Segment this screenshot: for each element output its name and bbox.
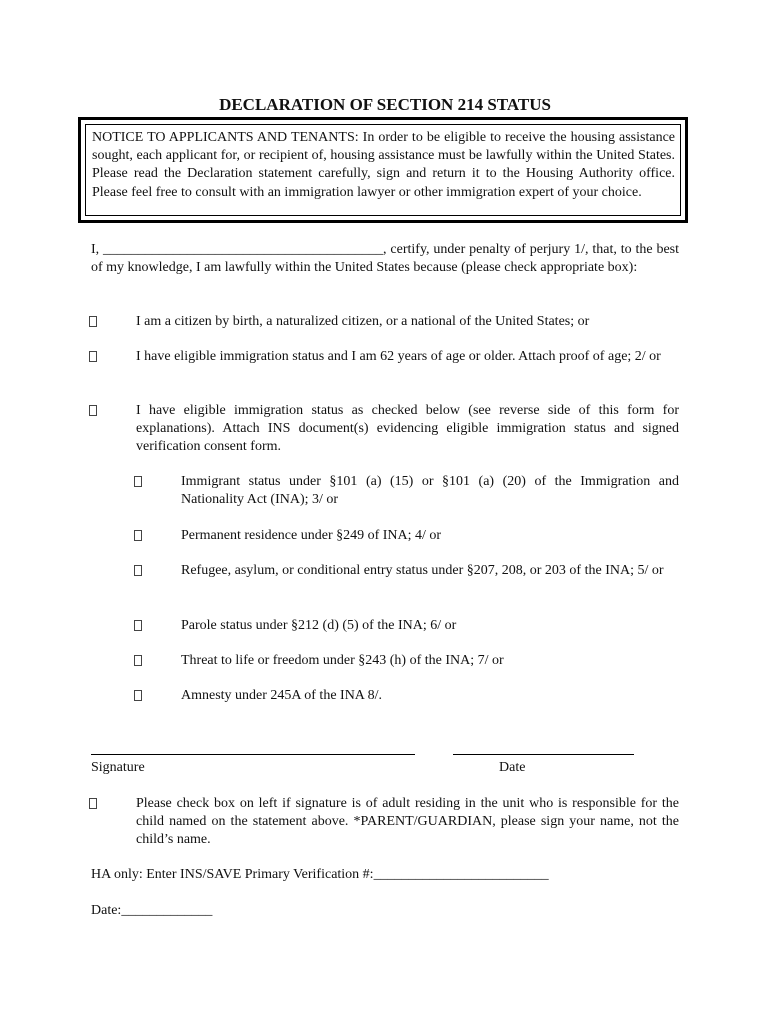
page-title: DECLARATION OF SECTION 214 STATUS <box>219 95 551 114</box>
sub-option-parole: Parole status under §212 (d) (5) of the INA; 6/ or <box>181 618 457 633</box>
sub-option-refugee: Refugee, asylum, or conditional entry status under §207, 208, or 203 of the INA; 5/ or <box>181 563 664 578</box>
notice-box <box>78 117 688 223</box>
option-citizen: I am a citizen by birth, a naturalized citizen, or a national of the United States; or <box>136 314 590 329</box>
ha-date-field: Date:_____________ <box>91 903 213 918</box>
option-checkbox-citizen[interactable] <box>89 316 97 327</box>
ha-verification-field: HA only: Enter INS/SAVE Primary Verification #:_________________________ <box>91 867 549 882</box>
option-age: I have eligible immigration status and I am 62 years of age or older. Attach proof of age; 2/ or <box>136 349 661 364</box>
date-label: Date <box>499 760 526 775</box>
option-immigration: I have eligible immigration status as checked below (see reverse side of this form for explanations). Attach INS document(s) evidencing eligible immigration status and signed verification consent form. <box>136 403 679 454</box>
sub-checkbox-threat[interactable] <box>134 655 142 666</box>
option-checkbox-immigration[interactable] <box>89 405 97 416</box>
signature-label: Signature <box>91 760 145 775</box>
guardian-checkbox[interactable] <box>89 798 97 809</box>
sub-option-permanent: Permanent residence under §249 of INA; 4/ or <box>181 528 442 543</box>
sub-option-threat: Threat to life or freedom under §243 (h) of the INA; 7/ or <box>181 653 504 668</box>
sub-checkbox-parole[interactable] <box>134 620 142 631</box>
sub-checkbox-refugee[interactable] <box>134 565 142 576</box>
notice-text: NOTICE TO APPLICANTS AND TENANTS: In order to be eligible to receive the housing assistance sought, each applicant for, or recipient of, housing assistance must be lawfully within the United States. Please read the Declaration statement carefully, sign and return it to the Housing Authority office. Please feel free to consult with an immigration lawyer or other immigration expert of your choice. <box>85 124 681 216</box>
sub-option-immigrant: Immigrant status under §101 (a) (15) or §101 (a) (20) of the Immigration and Nationality Act (INA); 3/ or <box>181 474 679 507</box>
sub-option-amnesty: Amnesty under 245A of the INA 8/. <box>181 688 383 703</box>
certification-statement: I, ________________________________________, certify, under penalty of perjury 1/, that, to the best of my knowledge, I am lawfully within the United States because (please check appropriate box): <box>91 242 679 275</box>
sub-checkbox-amnesty[interactable] <box>134 690 142 701</box>
guardian-note: Please check box on left if signature is of adult residing in the unit who is responsible for the child named on the statement above. *PARENT/GUARDIAN, please sign your name, not the child’s name. <box>136 796 679 847</box>
date-line[interactable] <box>453 754 634 755</box>
sub-checkbox-immigrant[interactable] <box>134 476 142 487</box>
option-checkbox-age[interactable] <box>89 351 97 362</box>
sub-checkbox-permanent[interactable] <box>134 530 142 541</box>
signature-line[interactable] <box>91 754 415 755</box>
